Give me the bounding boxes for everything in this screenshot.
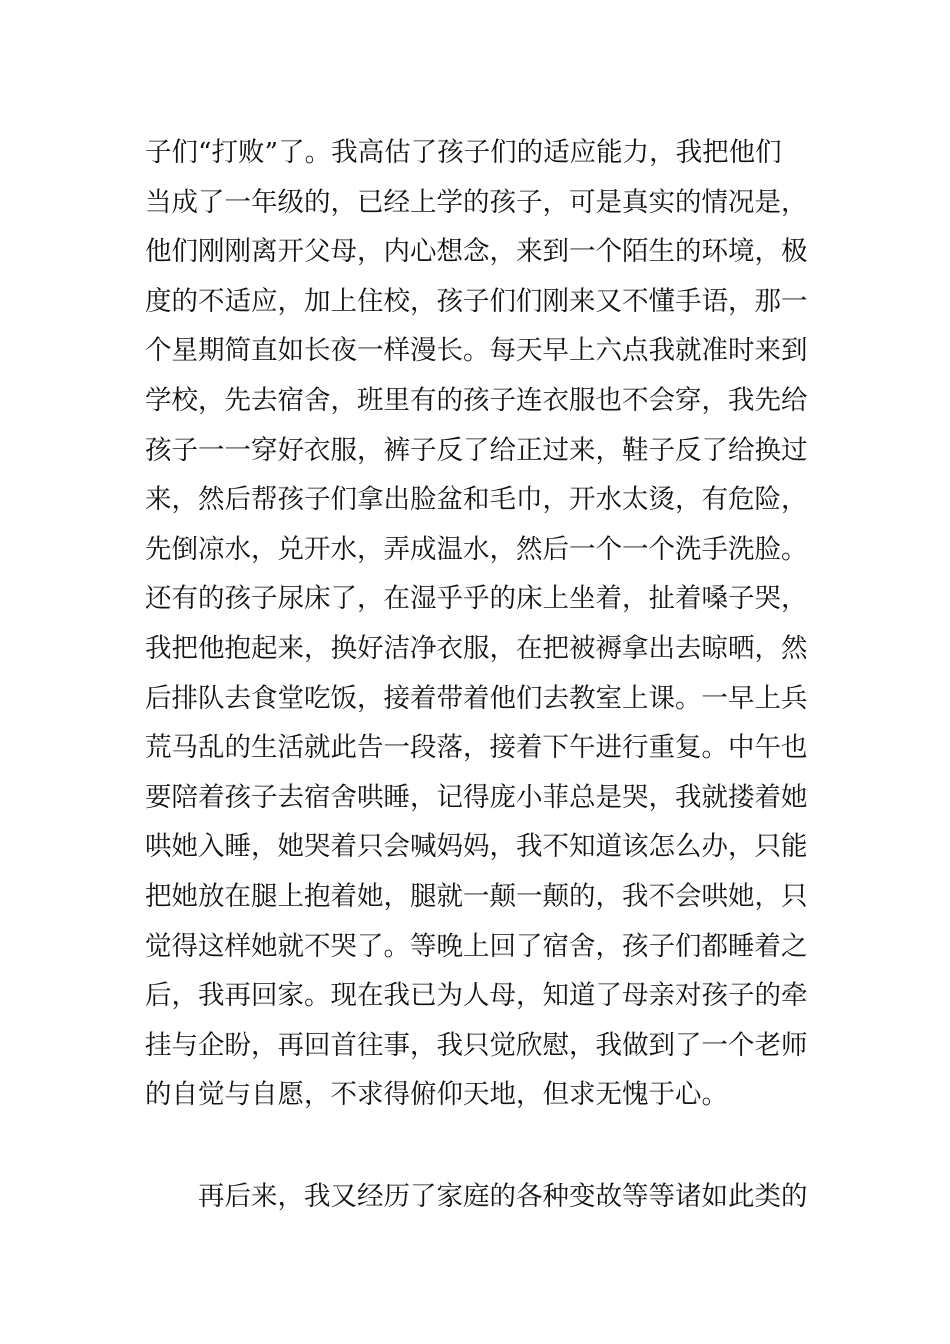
- text-line: 还有的孩子尿床了，在湿乎乎的床上坐着，扯着嗓子哭，: [145, 583, 808, 615]
- text-line: 孩子一一穿好衣服，裤子反了给正过来，鞋子反了给换过: [145, 434, 808, 466]
- text-line: 他们刚刚离开父母，内心想念，来到一个陌生的环境，极: [145, 236, 808, 268]
- text-line: 个星期简直如长夜一样漫长。每天早上六点我就准时来到: [145, 335, 808, 367]
- text-line: 学校，先去宿舍，班里有的孩子连衣服也不会穿，我先给: [145, 384, 808, 416]
- text-line: 觉得这样她就不哭了。等晚上回了宿舍，孩子们都睡着之: [145, 930, 808, 962]
- text-line: 哄她入睡，她哭着只会喊妈妈，我不知道该怎么办，只能: [145, 831, 808, 863]
- text-line: 挂与企盼，再回首往事，我只觉欣慰，我做到了一个老师: [145, 1029, 808, 1061]
- text-line: 我把他抱起来，换好洁净衣服，在把被褥拿出去晾晒，然: [145, 632, 808, 664]
- paragraph: [145, 1172, 815, 1222]
- text-line: 来，然后帮孩子们拿出脸盆和毛巾，开水太烫，有危险，: [145, 484, 808, 516]
- text-line: 要陪着孩子去宿舍哄睡，记得庞小菲总是哭，我就搂着她: [145, 781, 808, 813]
- text-line: 再后来，我又经历了家庭的各种变故等等诸如此类的: [198, 1181, 808, 1212]
- paragraph: [145, 128, 815, 1120]
- text-line: 后，我再回家。现在我已为人母，知道了母亲对孩子的牵: [145, 980, 808, 1012]
- text-line: 先倒凉水，兑开水，弄成温水，然后一个一个洗手洗脸。: [145, 533, 808, 565]
- text-line: 度的不适应，加上住校，孩子们们刚来又不懂手语，那一: [145, 285, 808, 317]
- text-line: 后排队去食堂吃饭，接着带着他们去教室上课。一早上兵: [145, 682, 808, 714]
- text-line: 的自觉与自愿，不求得俯仰天地，但求无愧于心。: [145, 1079, 728, 1111]
- text-line: 把她放在腿上抱着她，腿就一颠一颠的，我不会哄她，只: [145, 880, 808, 912]
- text-line: 荒马乱的生活就此告一段落，接着下午进行重复。中午也: [145, 732, 808, 764]
- text-line: 当成了一年级的，已经上学的孩子，可是真实的情况是，: [145, 186, 808, 218]
- text-line: 子们“打败”了。我高估了孩子们的适应能力，我把他们: [145, 137, 782, 168]
